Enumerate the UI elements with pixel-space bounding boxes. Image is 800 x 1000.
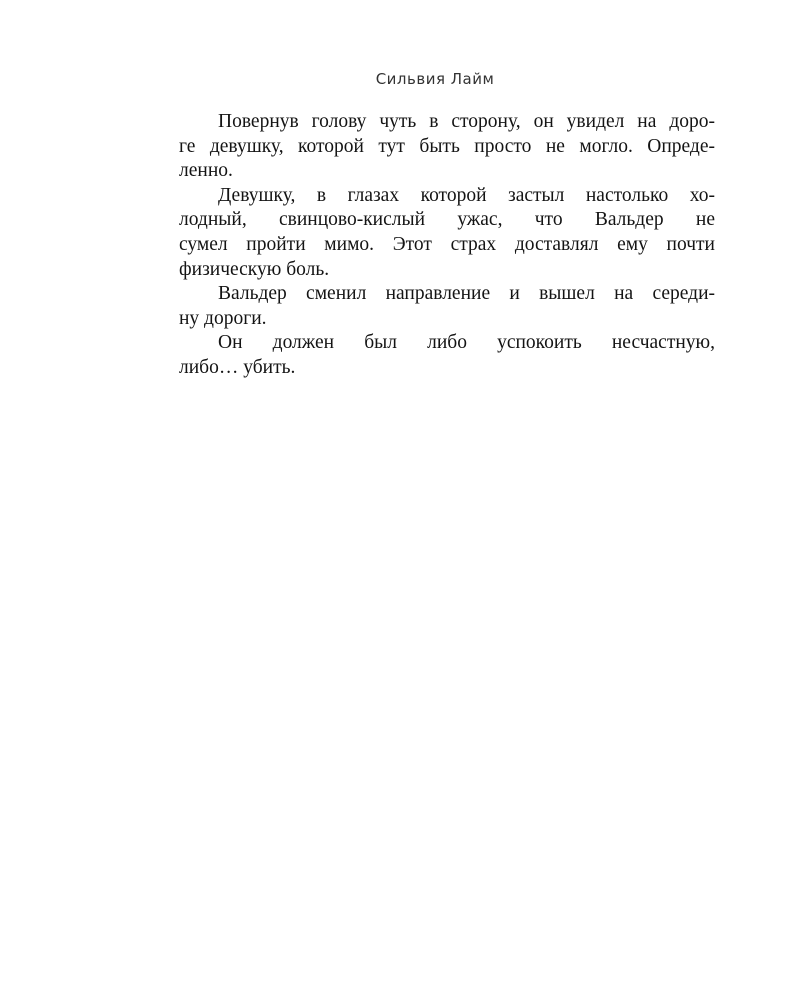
text-line: Он должен был либо успокоить несчастную,: [218, 332, 715, 354]
body-text: [140, 110, 715, 381]
text-line: Вальдер сменил направление и вышел на середи-: [218, 283, 715, 305]
paragraph: [140, 331, 715, 380]
text-line: Девушку, в глазах которой застыл настолько хо-: [218, 184, 715, 206]
running-head-author: Сильвия Лайм: [375, 70, 495, 88]
text-line: ге девушку, которой тут быть просто не могло. Опреде-: [179, 135, 715, 157]
paragraph: [140, 282, 715, 331]
text-line: либо… убить.: [179, 356, 296, 378]
text-line: лодный, свинцово-кислый ужас, что Вальдер не: [179, 209, 715, 231]
paragraph: [140, 110, 715, 184]
paragraph: [140, 184, 715, 282]
text-line: сумел пройти мимо. Этот страх доставлял ему почти: [179, 233, 715, 255]
text-line: ленно.: [179, 160, 233, 182]
text-line: физическую боль.: [179, 258, 330, 280]
text-line: ну дороги.: [179, 307, 267, 329]
text-line: Повернув голову чуть в сторону, он увидел на доро-: [218, 111, 715, 132]
